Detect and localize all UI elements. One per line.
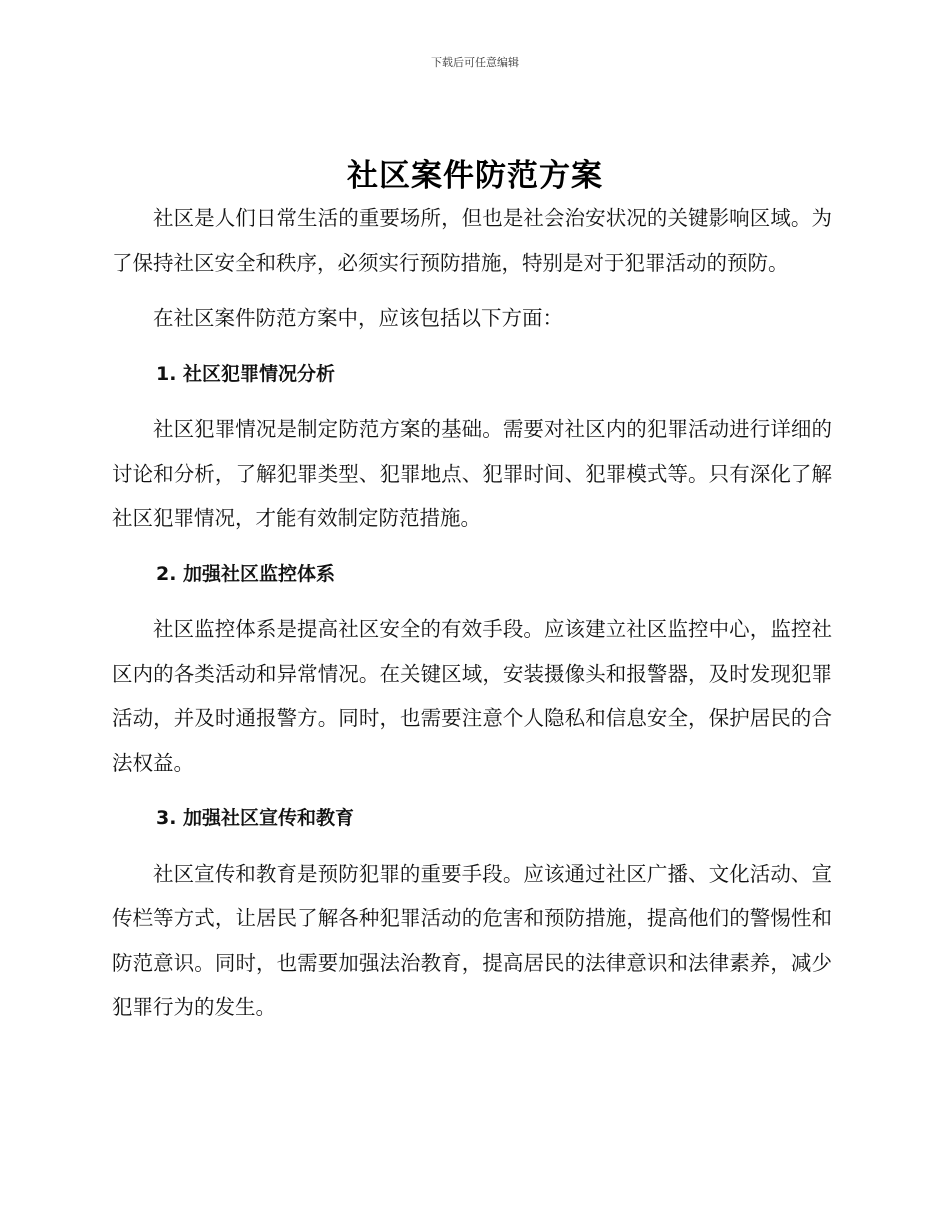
section-heading-education: 3. 加强社区宣传和教育 [156,807,355,829]
header-note: 下载后可任意编辑 [431,56,519,69]
intro-paragraph: 社区是人们日常生活的重要场所，但也是社会治安状况的关键影响区域。为了保持社区安全和秩序，必须实行预防措施，特别是对于犯罪活动的预防。 [112,206,832,275]
document-body [112,196,832,1030]
document-title: 社区案件防范方案 [347,158,603,194]
section-body-crime-analysis: 社区犯罪情况是制定防范方案的基础。需要对社区内的犯罪活动进行详细的讨论和分析，了解犯罪类型、犯罪地点、犯罪时间、犯罪模式等。只有深化了解社区犯罪情况，才能有效制定防范措施。 [112,417,832,530]
section-body-education: 社区宣传和教育是预防犯罪的重要手段。应该通过社区广播、文化活动、宣传栏等方式，让居民了解各种犯罪活动的危害和预防措施，提高他们的警惕性和防范意识。同时，也需要加强法治教育，提高居民的法律意识和法律素养，减少犯罪行为的发生。 [112,861,832,1019]
intro-lead-in: 在社区案件防范方案中，应该包括以下方面： [153,306,563,330]
section-heading-crime-analysis: 1. 社区犯罪情况分析 [156,362,336,385]
section-heading-monitoring: 2. 加强社区监控体系 [156,562,336,585]
section-body-monitoring: 社区监控体系是提高社区安全的有效手段。应该建立社区监控中心，监控社区内的各类活动和异常情况。在关键区域，安装摄像头和报警器，及时发现犯罪活动，并及时通报警方。同时，也需要注意个人隐私和信息安全，保护居民的合法权益。 [112,617,832,775]
